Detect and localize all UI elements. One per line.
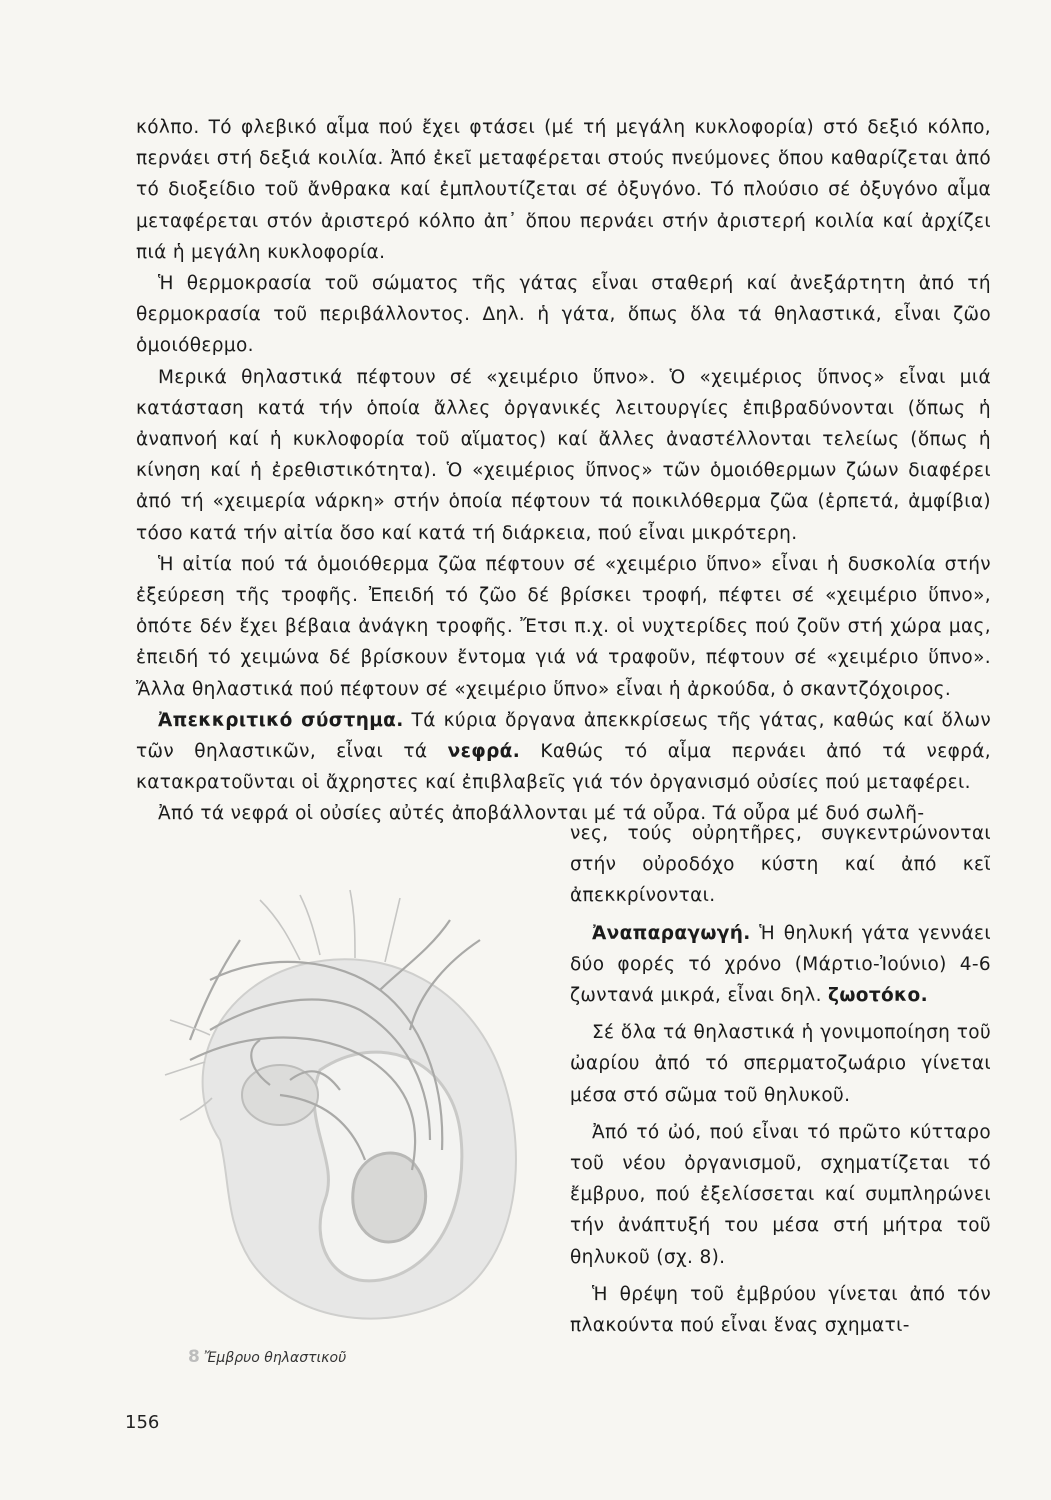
excretory-text-a: Τά κύρια ὄργανα ἀπεκκρίσεως τῆς γάτας, καθώς καί ὅλων τῶν θηλαστικῶν, εἶναι τά [136, 709, 991, 763]
reproduction-heading: Ἀναπαραγωγή. [592, 922, 751, 944]
page-number: 156 [125, 1412, 160, 1433]
paragraph-temperature: Ἡ θερμοκρασία τοῦ σώματος τῆς γάτας εἶναι σταθερή καί ἀνεξάρτητη ἀπό τή θερμοκρασία τοῦ περιβάλλοντος. Δηλ. ἡ γάτα, ὅπως ὅλα τά θηλαστικά, εἶναι ζῶο ὁμοιόθερμο. [136, 273, 991, 357]
viviparous-term: ζωοτόκο. [828, 985, 928, 1007]
figure-caption [188, 1347, 346, 1367]
paragraph-embryo: Ἀπό τό ὠό, πού εἶναι τό πρῶτο κύτταρο τοῦ νέου ὀργανισμοῦ, σχηματίζεται τό ἔμβρυο, πού ἐξελίσσεται καί συμπληρώνει τήν ἀνάπτυξή του μέσα στή μήτρα τοῦ θηλυκοῦ (σχ. 8). [570, 1121, 991, 1268]
figure-number: 8 [188, 1347, 200, 1367]
figure-caption-text: Ἔμβρυο θηλαστικοῦ [203, 1350, 347, 1366]
paragraph-urine: Ἀπό τά νεφρά οἱ οὐσίες αὐτές ἀποβάλλονται μέ τά οὖρα. Τά οὖρα μέ δυό σωλῆ- [158, 803, 925, 825]
embryo-illustration [150, 880, 560, 1340]
excretory-text-b: Καθώς τό αἷμα περνάει ἀπό τά νεφρά, κατακρατοῦνται οἱ ἄχρηστες καί ἐπιβλαβεῖς γιά τόν ὀργανισμό οὐσίες πού μεταφέρει. [136, 741, 991, 794]
paragraph-reproduction [570, 918, 991, 1012]
reproduction-text: Ἡ θηλυκή γάτα γεννάει δύο φορές τό χρόνο (Μάρτιο-Ἰούνιο) 4-6 ζωντανά μικρά, εἶναι δηλ. [570, 922, 991, 1007]
paragraph-fertilization: Σέ ὅλα τά θηλαστικά ἡ γονιμοποίηση τοῦ ὠαρίου ἀπό τό σπερματοζωάριο γίνεται μέσα στό σῶμα τοῦ θηλυκοῦ. [570, 1022, 991, 1106]
kidneys-term: νεφρά. [447, 741, 521, 763]
paragraph-hibernation-cause: Ἡ αἰτία πού τά ὁμοιόθερμα ζῶα πέφτουν σέ «χειμέριο ὕπνο» εἶναι ἡ δυσκολία στήν ἐξεύρεση τῆς τροφῆς. Ἐπειδή τό ζῶο δέ βρίσκει τροφή, πέφτει σέ «χειμέριο ὕπνο», ὁπότε δέν ἔχει βέβαια ἀνάγκη τροφῆς. Ἔτσι π.χ. οἱ νυχτερίδες πού ζοῦν στή χώρα μας, ἐπειδή τό χειμώνα δέ βρίσκουν ἔντομα γιά νά τραφοῦν, πέφτουν σέ «χειμέριο ὕπνο». Ἄλλα θηλαστικά πού πέφτουν σέ «χειμέριο ὕπνο» εἶναι ἡ ἀρκούδα, ὁ σκαντζόχοιρος. [136, 553, 991, 700]
excretory-heading: Ἀπεκκριτικό σύστημα. [158, 709, 404, 731]
main-text [136, 112, 991, 830]
paragraph-hibernation: Μερικά θηλαστικά πέφτουν σέ «χειμέριο ὕπνο». Ὁ «χειμέριος ὕπνος» εἶναι μιά κατάσταση κατά τήν ὁποία ἄλλες ὀργανικές λειτουργίες ἐπιβραδύνονται (ὅπως ἡ ἀναπνοή καί ἡ κυκλοφορία τοῦ αἵματος) καί ἄλλες ἀναστέλλονται τελείως (ὅπως ἡ κίνηση καί ἡ ἐρεθιστικότητα). Ὁ «χειμέριος ὕπνος» τῶν ὁμοιόθερμων ζώων διαφέρει ἀπό τή «χειμερία νάρκη» στήν ὁποία πέφτουν τά ποικιλόθερμα ζῶα (ἑρπετά, ἀμφίβια) τόσο κατά τήν αἰτία ὅσο καί κατά τή διάρκεια, πού εἶναι μικρότερη. [136, 366, 991, 544]
paragraph-nutrition: Ἡ θρέψη τοῦ ἐμβρύου γίνεται ἀπό τόν πλακούντα πού εἶναι ἕνας σχηματι- [570, 1283, 991, 1337]
paragraph-circulation: κόλπο. Τό φλεβικό αἷμα πού ἔχει φτάσει (μέ τή μεγάλη κυκλοφορία) στό δεξιό κόλπο, περνάει στή δεξιά κοιλία. Ἀπό ἐκεῖ μεταφέρεται στούς πνεύμονες ὅπου καθαρίζεται ἀπό τό διοξείδιο τοῦ ἄνθρακα καί ἐμπλουτίζεται σέ ὀξυγόνο. Τό πλούσιο σέ ὀξυγόνο αἷμα μεταφέρεται στόν ἀριστερό κόλπο ἀπ᾽ ὅπου περνάει στήν ἀριστερή κοιλία καί ἀρχίζει πιά ἡ μεγάλη κυκλοφορία. [136, 117, 991, 263]
paragraph-urine-cont: νες, τούς οὐρητῆρες, συγκεντρώνονται στήν οὐροδόχο κύστη καί ἀπό κεῖ ἀπεκκρίνονται. [570, 823, 991, 907]
paragraph-excretory [136, 705, 991, 799]
right-column [570, 818, 991, 1341]
